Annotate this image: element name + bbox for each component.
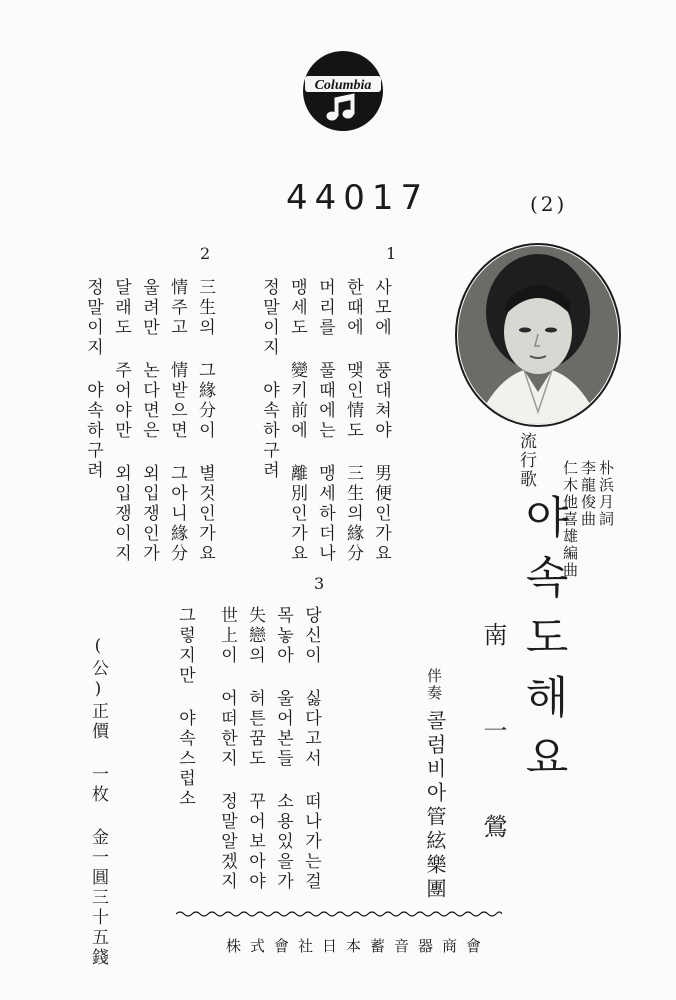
composer-credit: 李龍俊曲 bbox=[579, 460, 597, 528]
verse-2-line-4: 달래도 주어야만 외입쟁이지 bbox=[111, 278, 131, 564]
verse-3-number: 3 bbox=[314, 574, 325, 593]
verse-1-line-1: 사모에 풍대쳐야 男便인가요 bbox=[371, 278, 391, 564]
verse-1-line-2: 한때에 맺인情도 三生의緣分 bbox=[343, 278, 363, 564]
columbia-logo bbox=[302, 50, 384, 132]
columbia-logo-text: Columbia bbox=[314, 78, 372, 93]
verse-2-line-2: 情주고 情받으면 그아니緣分 bbox=[167, 278, 187, 564]
accompaniment-band: 콜럼비아管絃樂團 bbox=[423, 710, 447, 902]
verse-2-line-3: 울려만 논다면은 외입쟁인가 bbox=[139, 278, 159, 564]
sheet-number: (2) bbox=[530, 192, 568, 216]
arranger-credit: 仁木他喜雄編曲 bbox=[561, 460, 579, 579]
singer-name: 南一鶯 bbox=[479, 622, 507, 910]
verse-1-line-3: 머리를 풀때에는 맹세하더나 bbox=[315, 278, 335, 564]
verse-2-line-5: 정말이지 야속하구려 bbox=[83, 278, 103, 481]
price-label: (公)正價 一枚 金一圓三十五錢 bbox=[88, 636, 108, 968]
catalog-number: 44017 bbox=[286, 178, 430, 218]
verse-1-line-5: 정말이지 야속하구려 bbox=[259, 278, 279, 481]
accompaniment-label: 伴奏 bbox=[425, 668, 443, 702]
verse-3-line-2: 목놓아 울어본들 소용있을가 bbox=[273, 606, 293, 892]
publisher-footer: 株式會社日本蓄音器商會 bbox=[226, 937, 491, 955]
verse-3-line-5: 그렇지만 야속스럽소 bbox=[175, 606, 195, 809]
verse-3-line-4: 世上이 어떠한지 정말알겠지 bbox=[217, 606, 237, 892]
footer-divider bbox=[176, 910, 502, 918]
verse-1-line-4: 맹세도 變키前에 離別인가요 bbox=[287, 278, 307, 564]
genre-label: 流行歌 bbox=[516, 432, 536, 489]
singer-portrait bbox=[454, 242, 622, 428]
verse-2-line-1: 三生의 그緣分이 별것인가요 bbox=[195, 278, 215, 564]
song-title: 야속도해요 bbox=[517, 494, 568, 794]
verse-1-number: 1 bbox=[386, 244, 397, 263]
verse-3-line-3: 失戀의 허튼꿈도 꾸어보아야 bbox=[245, 606, 265, 892]
verse-2-number: 2 bbox=[200, 244, 211, 263]
verse-3-line-1: 당신이 싫다고서 떠나가는걸 bbox=[301, 606, 321, 892]
lyricist-credit: 朴浜月詞 bbox=[597, 460, 615, 528]
